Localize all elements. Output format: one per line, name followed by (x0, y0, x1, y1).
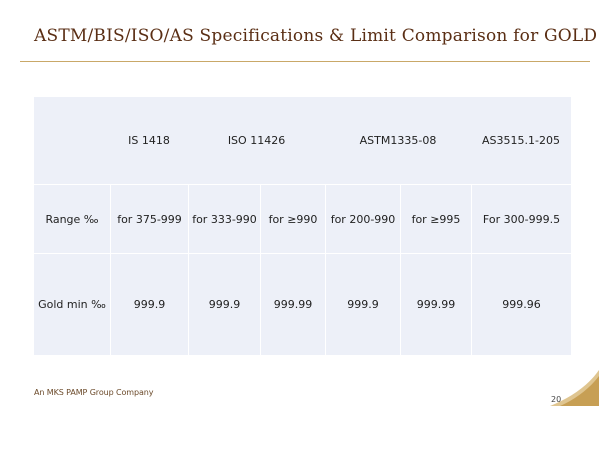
row-label-gold-min: Gold min ‰ (34, 253, 110, 355)
table-cell: 999.99 (260, 253, 325, 355)
table-cell: for 375-999 (110, 184, 188, 253)
header-cell-astm1335: ASTM1335-08 (325, 97, 471, 184)
table-cell: for ≥990 (260, 184, 325, 253)
title-divider (20, 61, 590, 62)
table-cell: for 200-990 (325, 184, 400, 253)
table-cell: 999.96 (471, 253, 571, 355)
row-label-range: Range ‰ (34, 184, 110, 253)
header-cell-is1418: IS 1418 (110, 97, 188, 184)
table-cell: 999.9 (325, 253, 400, 355)
header-cell-iso11426: ISO 11426 (188, 97, 325, 184)
header-cell-empty (34, 97, 110, 184)
header-cell-as3515: AS3515.1-205 (471, 97, 571, 184)
header-row (34, 97, 571, 184)
table-cell: 999.99 (400, 253, 471, 355)
table-cell: for ≥995 (400, 184, 471, 253)
specification-table (34, 97, 571, 355)
page-number: 20 (551, 395, 562, 404)
slide-title: ASTM/BIS/ISO/AS Specifications & Limit Comparison for GOLD (34, 26, 598, 46)
table-row-range (34, 184, 571, 253)
table-row-gold-min (34, 253, 571, 355)
table-cell: For 300-999.5 (471, 184, 571, 253)
table-cell: for 333-990 (188, 184, 260, 253)
table-cell: 999.9 (110, 253, 188, 355)
table-cell: 999.9 (188, 253, 260, 355)
footer-company-text: An MKS PAMP Group Company (34, 388, 154, 397)
